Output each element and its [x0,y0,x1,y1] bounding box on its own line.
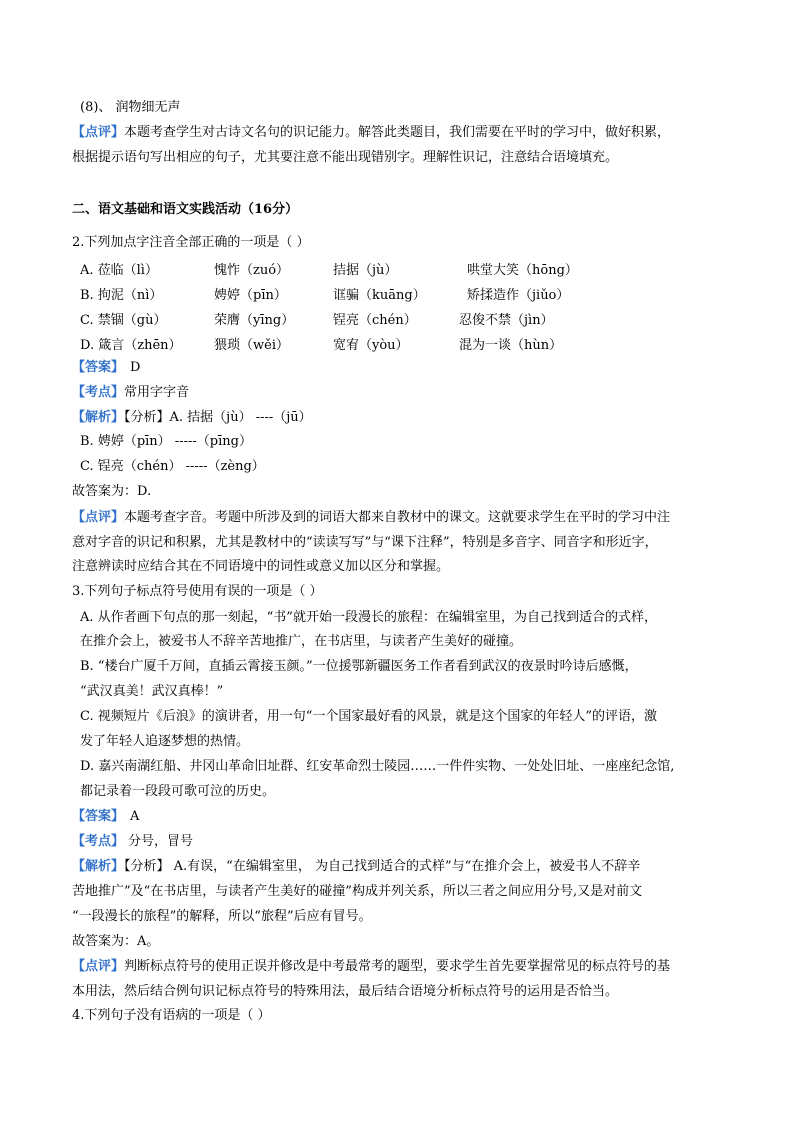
option-cell: D. 箴言（zhēn） [80,338,182,353]
option-a-line: A. 从作者画下句点的那一刻起，“书”就开始一段漫长的旅程：在编辑室里，为自己找到适合的式样， [80,610,657,625]
comment-tag: 【点评】 [72,510,125,525]
section-title: 二、语文基础和语文实践活动（16分） [72,202,299,217]
conclusion-line: 故答案为：D. [72,484,152,499]
option-cell: 娉婷（pīn） [214,288,287,303]
option-cell: 荣膺（yīng） [214,313,295,328]
option-cell: 哄堂大笑（hōng） [467,263,578,278]
analysis-tag: 【解析】 [72,410,125,425]
option-cell: 拮据（jù） [333,263,398,278]
comment-line: 本用法，然后结合例句识记标点符号的特殊用法，最后结合语境分析标点符号的运用是否恰当。 [72,984,619,999]
option-b-line: “武汉真美！武汉真棒！” [80,684,224,699]
option-cell: C. 禁锢（gù） [80,313,167,328]
option-c-line: 发了年轻人追逐梦想的热情。 [80,734,250,749]
conclusion-line: 故答案为：A。 [72,934,160,949]
option-row [0,309,794,327]
analysis-line: 【解析】【分析】 A.有误，“在编辑室里， 为自己找到适合的式样”与“在推介会上，被爱书人不辞辛 [72,859,641,874]
option-cell: 愧怍（zuó） [214,263,290,278]
option-a-line: 在推介会上，被爱书人不辞辛苦地推广，在书店里，与读者产生美好的碰撞。 [80,634,523,649]
comment-line: 【点评】判断标点符号的使用正误并修改是中考最常考的题型，要求学生首先要掌握常见的标点符号的基 [72,959,671,974]
option-cell: 锃亮（chén） [333,313,417,328]
comment-line: 【点评】本题考查字音。考题中所涉及到的词语大都来自教材中的课文。这就要求学生在平时的学习中注 [72,510,671,525]
option-row [0,284,794,302]
analysis-line: “一段漫长的旅程”的解释，所以“旅程”后应有冒号。 [72,909,372,924]
comment-tag: 【点评】 [72,959,125,974]
topic-tag: 【考点】 [72,385,125,400]
comment-line: 意对字音的识记和积累，尤其是教材中的“读读写写”与“课下注释”，特别是多音字、同音字和形近字， [72,535,658,550]
comment-line: 注意辨读时应结合其在不同语境中的词性或意义加以区分和掌握。 [72,559,450,574]
answer-value: A [130,809,140,824]
topic-value: 分号，冒号 [128,834,194,849]
option-cell: 忍俊不禁（jìn） [459,313,554,328]
item-8: (8)、 润物细无声 [80,100,181,115]
option-cell: B. 拘泥（nì） [80,288,163,303]
comment-tag: 【点评】 [72,125,125,140]
option-b-line: B. “楼台广厦千万间，直插云霄接玉颜。”一位援鄂新疆医务工作者看到武汉的夜景时吟诗后感慨， [80,659,638,674]
option-d-line: 都记录着一段段可歌可泣的历史。 [80,784,276,799]
question-stem: 4.下列句子没有语病的一项是（ ） [72,1008,271,1023]
answer-tag: 【答案】 [72,809,125,824]
option-row [0,334,794,352]
question-stem: 2.下列加点字注音全部正确的一项是（ ） [72,235,310,250]
option-cell: 猥琐（wěi） [214,338,289,353]
option-cell: 矫揉造作（jiǔo） [467,288,570,303]
option-cell: 宽宥（yòu） [333,338,409,353]
topic-line [72,833,193,851]
answer-line [72,359,140,377]
option-cell: 混为一谈（hùn） [459,338,563,353]
question-stem: 3.下列句子标点符号使用有误的一项是（ ） [72,584,323,599]
analysis-line: C. 锃亮（chén） -----（zèng） [80,459,265,474]
option-cell: 诓骗（kuāng） [333,288,426,303]
answer-tag: 【答案】 [72,360,125,375]
option-row [0,259,794,277]
option-cell: A. 莅临（lì） [80,263,158,278]
analysis-tag: 【解析】 [72,859,125,874]
answer-line [72,808,139,826]
option-d-line: D. 嘉兴南湖红船、井冈山革命旧址群、红安革命烈士陵园……一件件实物、一处处旧址、一座座纪念馆, [80,759,675,774]
topic-line [72,384,189,402]
topic-tag: 【考点】 [72,834,125,849]
comment-line: 【点评】本题考查学生对古诗文名句的识记能力。解答此类题目，我们需要在平时的学习中，做好积累， [72,125,671,140]
analysis-line: B. 娉婷（pīn） -----（pīng） [80,434,252,449]
analysis-line: 【解析】【分析】A. 拮据（jù） ----（jū） [72,410,312,425]
analysis-line: 苦地推广”及“在书店里，与读者产生美好的碰撞”构成并列关系，所以三者之间应用分号,又是对前文 [72,884,643,899]
topic-value: 常用字字音 [124,385,190,400]
answer-value: D [130,360,141,375]
option-c-line: C. 视频短片《后浪》的演讲者，用一句“一个国家最好看的风景，就是这个国家的年轻人”的评语，激 [80,709,658,724]
comment-line: 根据提示语句写出相应的句子，尤其要注意不能出现错别字。理解性识记，注意结合语境填充。 [72,150,619,165]
